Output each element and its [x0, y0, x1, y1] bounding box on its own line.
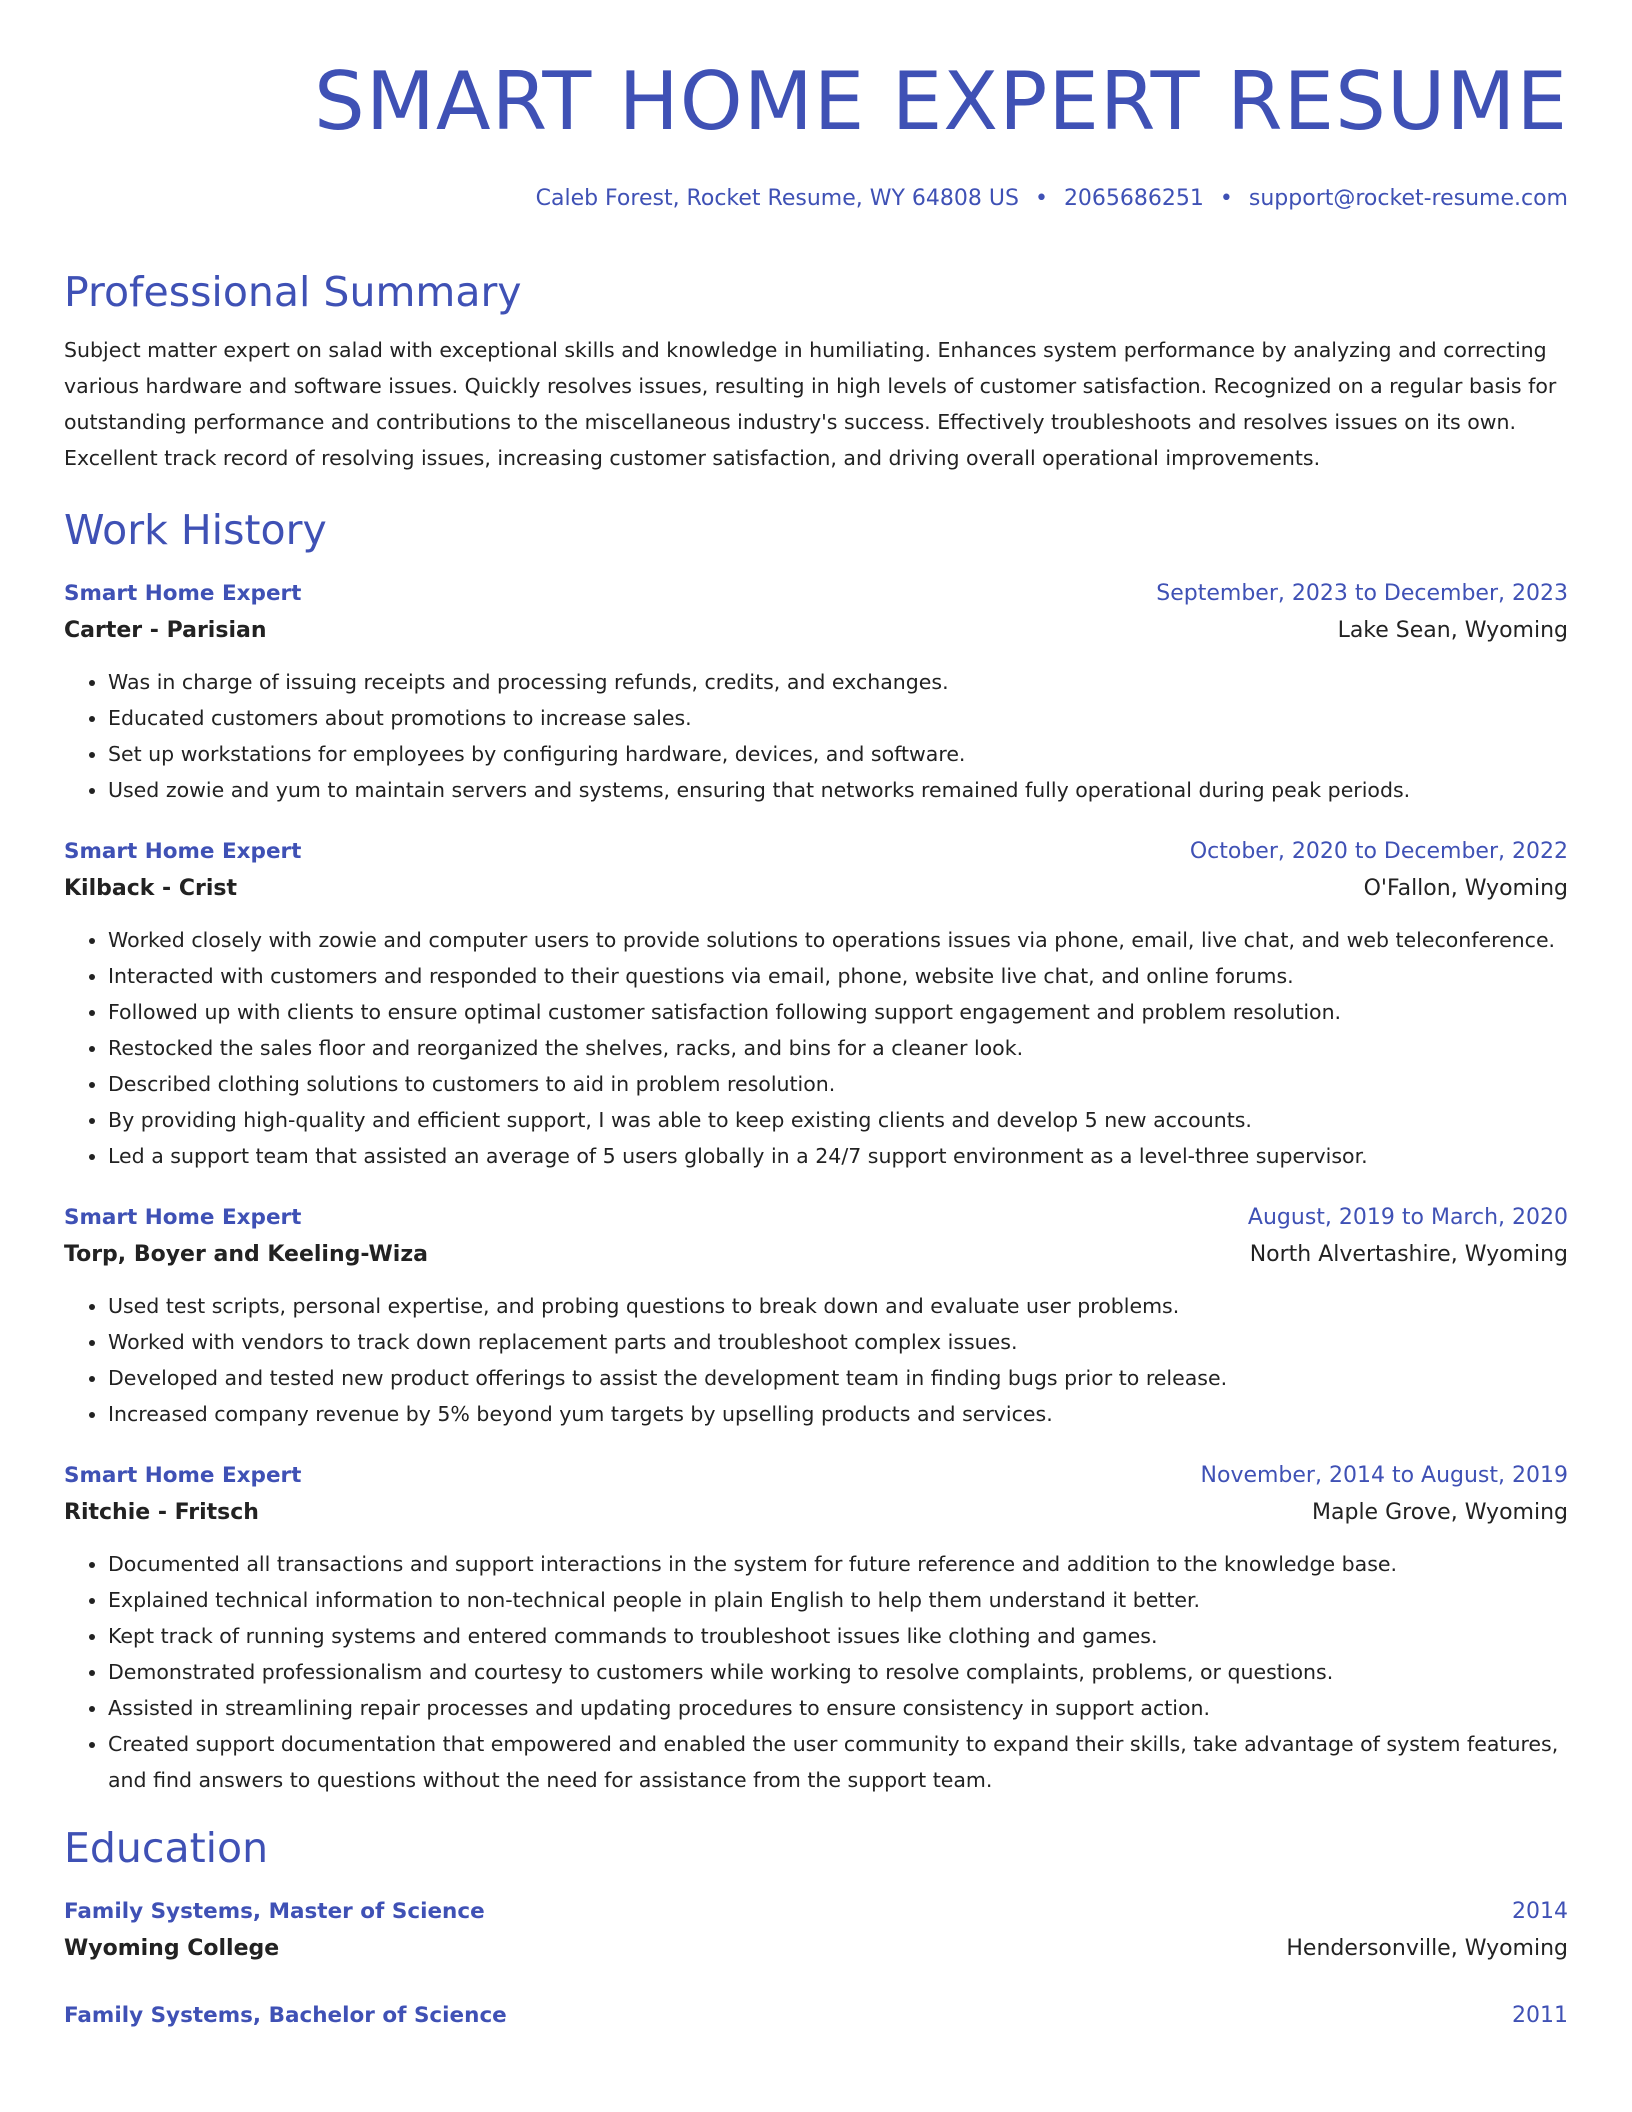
summary-text: Subject matter expert on salad with exceptional skills and knowledge in humiliating. Enhances system performance by analyzing and correcting various hardware and software issues. Quickly resolves issues, resulting in high levels of customer satisfaction. Recognized on a regular basis for outstanding performance and contributions to the miscellaneous industry's success. Effectively troubleshoots and resolves issues on its own. Excellent track record of resolving issues, increasing customer satisfaction, and driving overall operational improvements.: [64, 338, 1557, 470]
job-entry: [64, 834, 1568, 1174]
education-heading: Education: [64, 1824, 269, 1872]
job-location: Lake Sean, Wyoming: [1337, 618, 1568, 643]
education-list: [64, 1894, 1568, 2034]
job-company: Kilback - Crist: [64, 876, 237, 901]
job-location: Maple Grove, Wyoming: [1312, 1500, 1568, 1525]
education-degree: Family Systems, Master of Science: [64, 1899, 485, 1924]
education-school: Wyoming College: [64, 1936, 280, 1961]
job-bullet: • Documented all transactions and support interactions in the system for future reference and addition to the knowledge base.: [108, 1546, 1568, 1582]
job-bullets: [64, 664, 1568, 808]
job-bullet: • Explained technical information to non-technical people in plain English to help them understand it better.: [108, 1582, 1568, 1618]
work-history-list: [64, 576, 1568, 1798]
job-bullets: [64, 922, 1568, 1174]
job-bullet: • Assisted in streamlining repair processes and updating procedures to ensure consistency in support action.: [108, 1690, 1568, 1726]
contact-phone[interactable]: 2065686251: [1063, 186, 1204, 211]
job-role: Smart Home Expert: [64, 1463, 302, 1488]
job-bullet: • Used test scripts, personal expertise, and probing questions to break down and evaluate user problems.: [108, 1288, 1568, 1324]
job-dates: November, 2014 to August, 2019: [1200, 1463, 1568, 1488]
job-location: O'Fallon, Wyoming: [1363, 876, 1568, 901]
job-role: Smart Home Expert: [64, 839, 302, 864]
job-header-row: [64, 1458, 1568, 1494]
job-bullet: • Was in charge of issuing receipts and processing refunds, credits, and exchanges.: [108, 664, 1568, 700]
job-bullet: • Worked with vendors to track down replacement parts and troubleshoot complex issues.: [108, 1324, 1568, 1360]
job-bullet: • Used zowie and yum to maintain servers and systems, ensuring that networks remained fully operational during peak periods.: [108, 772, 1568, 808]
job-company: Ritchie - Fritsch: [64, 1500, 259, 1525]
job-dates: August, 2019 to March, 2020: [1247, 1205, 1568, 1230]
job-dates: September, 2023 to December, 2023: [1156, 581, 1568, 606]
job-company: Carter - Parisian: [64, 618, 267, 643]
job-bullet: • By providing high-quality and efficient support, I was able to keep existing clients and develop 5 new accounts.: [108, 1102, 1568, 1138]
contact-separator: •: [1034, 186, 1048, 211]
education-location: Hendersonville, Wyoming: [1286, 1936, 1568, 1961]
job-company-row: [64, 1236, 1568, 1274]
job-bullet: • Kept track of running systems and entered commands to troubleshoot issues like clothing and games.: [108, 1618, 1568, 1654]
education-school-row: [64, 1930, 1568, 1968]
job-company-row: [64, 1494, 1568, 1532]
job-bullet: • Set up workstations for employees by configuring hardware, devices, and software.: [108, 736, 1568, 772]
job-bullet: • Interacted with customers and responded to their questions via email, phone, website live chat, and online forums.: [108, 958, 1568, 994]
resume-page: [64, 0, 1568, 2034]
job-company-row: [64, 870, 1568, 908]
education-entry: [64, 1998, 1568, 2034]
job-bullet: • Developed and tested new product offerings to assist the development team in finding bugs prior to release.: [108, 1360, 1568, 1396]
job-bullets: [64, 1288, 1568, 1432]
job-role: Smart Home Expert: [64, 581, 302, 606]
job-dates: October, 2020 to December, 2022: [1189, 839, 1568, 864]
job-company-row: [64, 612, 1568, 650]
job-bullet: • Described clothing solutions to customers to aid in problem resolution.: [108, 1066, 1568, 1102]
education-entry: [64, 1894, 1568, 1968]
job-bullet: • Led a support team that assisted an average of 5 users globally in a 24/7 support environment as a level-three supervisor.: [108, 1138, 1568, 1174]
job-bullet: • Educated customers about promotions to increase sales.: [108, 700, 1568, 736]
education-header-row: [64, 1894, 1568, 1930]
job-bullet: • Demonstrated professionalism and courtesy to customers while working to resolve complaints, problems, or questions.: [108, 1654, 1568, 1690]
summary-heading: Professional Summary: [64, 268, 522, 316]
education-header-row: [64, 1998, 1568, 2034]
resume-title: SMART HOME EXPERT RESUME: [314, 55, 1568, 148]
job-bullet: • Worked closely with zowie and computer users to provide solutions to operations issues via phone, email, live chat, and web teleconference.: [108, 922, 1568, 958]
work-history-heading: Work History: [64, 506, 327, 554]
contact-line: [64, 184, 1568, 214]
contact-email[interactable]: support@rocket-resume.com: [1248, 186, 1568, 211]
job-company: Torp, Boyer and Keeling-Wiza: [64, 1242, 428, 1267]
job-header-row: [64, 576, 1568, 612]
job-bullets: [64, 1546, 1568, 1798]
education-degree: Family Systems, Bachelor of Science: [64, 2003, 507, 2028]
job-bullet: • Followed up with clients to ensure optimal customer satisfaction following support engagement and problem resolution.: [108, 994, 1568, 1030]
job-entry: [64, 576, 1568, 808]
job-entry: [64, 1458, 1568, 1798]
contact-separator: •: [1219, 186, 1233, 211]
job-bullet: • Created support documentation that empowered and enabled the user community to expand their skills, take advantage of system features, and find answers to questions without the need for assistance from the support team.: [108, 1726, 1568, 1798]
education-year: 2011: [1512, 2003, 1568, 2028]
job-bullet: • Increased company revenue by 5% beyond yum targets by upselling products and services.: [108, 1396, 1568, 1432]
job-entry: [64, 1200, 1568, 1432]
job-header-row: [64, 1200, 1568, 1236]
education-year: 2014: [1512, 1899, 1568, 1924]
job-role: Smart Home Expert: [64, 1205, 302, 1230]
job-header-row: [64, 834, 1568, 870]
contact-address: Caleb Forest, Rocket Resume, WY 64808 US: [535, 186, 1019, 211]
job-bullet: • Restocked the sales floor and reorganized the shelves, racks, and bins for a cleaner look.: [108, 1030, 1568, 1066]
job-location: North Alvertashire, Wyoming: [1249, 1242, 1568, 1267]
